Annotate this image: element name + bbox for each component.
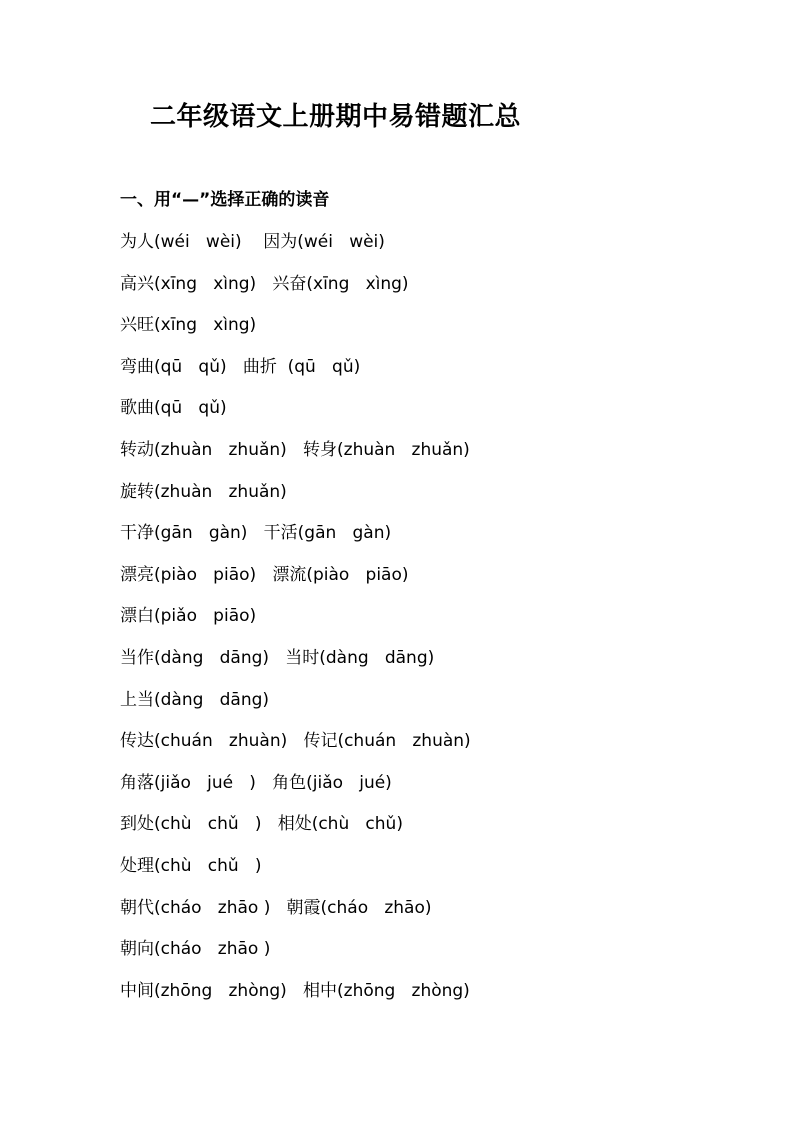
list-item: 当作(dàng dāng) 当时(dàng dāng) <box>120 647 435 668</box>
section-heading: 一、用“—”选择正确的读音 <box>120 190 330 210</box>
list-item: 旋转(zhuàn zhuǎn) <box>120 481 287 502</box>
pronunciation-list <box>120 228 471 1018</box>
list-item: 传达(chuán zhuàn) 传记(chuán zhuàn) <box>120 731 471 752</box>
list-item: 朝向(cháo zhāo ) <box>120 939 271 960</box>
list-item: 漂白(piǎo piāo) <box>120 606 257 627</box>
list-item: 角落(jiǎo jué ) 角色(jiǎo jué) <box>120 772 392 793</box>
document-title: 二年级语文上册期中易错题汇总 <box>150 102 522 132</box>
list-item: 兴旺(xīng xìng) <box>120 315 257 336</box>
list-item: 转动(zhuàn zhuǎn) 转身(zhuàn zhuǎn) <box>120 439 470 460</box>
list-item: 上当(dàng dāng) <box>120 689 270 710</box>
list-item: 漂亮(piào piāo) 漂流(piào piāo) <box>120 564 409 585</box>
list-item: 弯曲(qū qǔ) 曲折 (qū qǔ) <box>120 356 361 377</box>
list-item: 朝代(cháo zhāo ) 朝霞(cháo zhāo) <box>120 897 432 918</box>
list-item: 中间(zhōng zhòng) 相中(zhōng zhòng) <box>120 980 470 1001</box>
list-item: 处理(chù chǔ ) <box>120 855 262 876</box>
list-item: 干净(gān gàn) 干活(gān gàn) <box>120 523 392 544</box>
list-item: 歌曲(qū qǔ) <box>120 398 227 419</box>
list-item: 高兴(xīng xìng) 兴奋(xīng xìng) <box>120 273 409 294</box>
list-item: 为人(wéi wèi) 因为(wéi wèi) <box>120 232 385 252</box>
list-item: 到处(chù chǔ ) 相处(chù chǔ) <box>120 814 403 835</box>
